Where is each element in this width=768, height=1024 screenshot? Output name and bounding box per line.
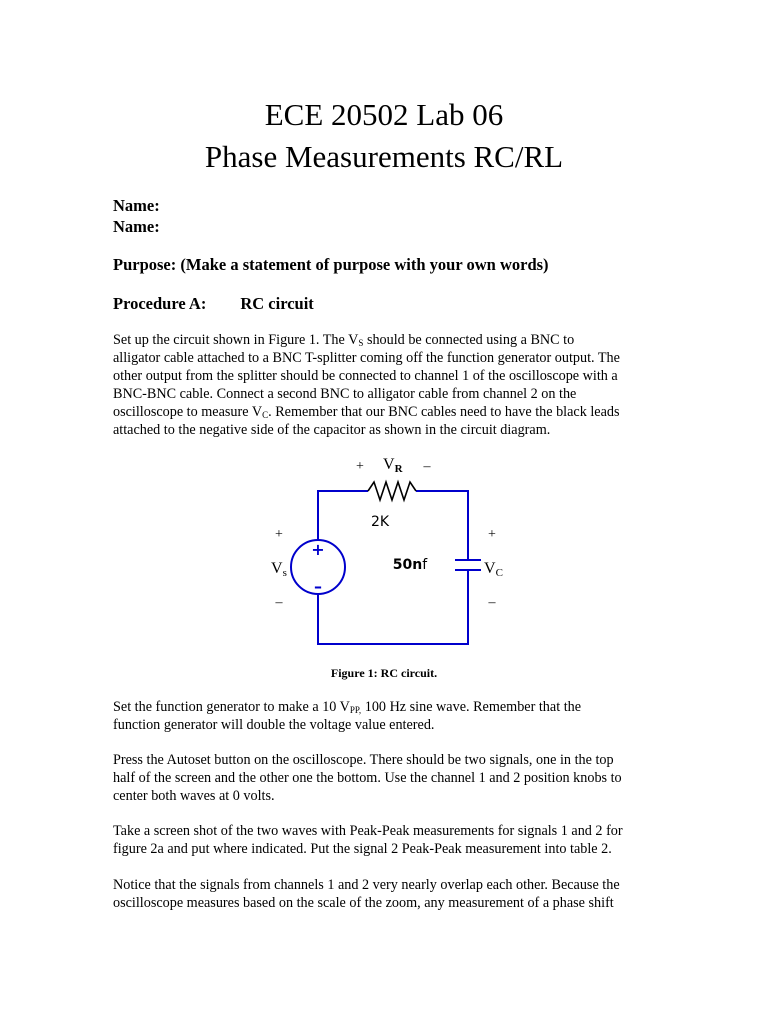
para1-row: BNC-BNC cable. Connect a second BNC to alligator cable from channel 2 on the bbox=[113, 386, 577, 402]
rc-circuit-diagram bbox=[250, 450, 520, 660]
doc-title-line1: ECE 20502 Lab 06 bbox=[264, 97, 504, 132]
paragraph-screenshot bbox=[113, 822, 673, 858]
source-plus-sign: + bbox=[311, 540, 325, 559]
para4-row: figure 2a and put where indicated. Put the signal 2 Peak-Peak measurement into table 2. bbox=[113, 841, 612, 857]
paragraph-function-generator bbox=[113, 698, 673, 734]
para3-row: Press the Autoset button on the oscilloscope. There should be two signals, one in the top bbox=[113, 752, 614, 768]
para2-row: Set the function generator to make a 10 $V_{PP,}$ 100 Hz sine wave. Remember that the bbox=[113, 699, 582, 715]
vs-minus-label: – bbox=[275, 595, 283, 610]
para1-row: other output from the splitter should be connected to channel 1 of the oscilloscope with a bbox=[113, 368, 618, 384]
para2-row: function generator will double the voltage value entered. bbox=[113, 717, 435, 733]
figure-caption: Figure 1: RC circuit. bbox=[330, 666, 438, 680]
vr-minus-label: – bbox=[423, 459, 431, 474]
para3-row: center both waves at 0 volts. bbox=[113, 788, 275, 804]
para1-row: Set up the circuit shown in Figure 1. The $V_S$ should be connected using a BNC to bbox=[113, 332, 575, 348]
vc-label: VC bbox=[484, 560, 503, 579]
paragraph-setup bbox=[113, 331, 673, 439]
purpose-heading: Purpose: (Make a statement of purpose with your own words) bbox=[113, 255, 549, 274]
para1-row: attached to the negative side of the capacitor as shown in the circuit diagram. bbox=[113, 422, 551, 438]
vr-plus-label: + bbox=[356, 459, 364, 474]
vs-plus-label: + bbox=[275, 527, 283, 542]
circuit-wire-top-left bbox=[318, 491, 368, 540]
para5-row: oscilloscope measures based on the scale of the zoom, any measurement of a phase shift bbox=[113, 895, 614, 911]
paragraph-autoset bbox=[113, 751, 673, 805]
resistor-value-label: 2K bbox=[370, 514, 390, 530]
para5-row: Notice that the signals from channels 1 and 2 very nearly overlap each other. Because the bbox=[113, 877, 620, 893]
para4-row: Take a screen shot of the two waves with Peak-Peak measurements for signals 1 and 2 for bbox=[113, 823, 623, 839]
circuit-wire-top-right bbox=[416, 491, 468, 560]
source-minus-sign: – bbox=[314, 577, 322, 596]
vc-plus-label: + bbox=[488, 527, 496, 542]
para3-row: half of the screen and the other one the bottom. Use the channel 1 and 2 position knobs to bbox=[113, 770, 622, 786]
procedure-label: Procedure A: bbox=[113, 294, 207, 313]
procedure-name: RC circuit bbox=[240, 294, 314, 313]
para1-row: alligator cable attached to a BNC T-splitter coming off the function generator output. The bbox=[113, 350, 620, 366]
paragraph-overlap bbox=[113, 876, 673, 912]
procedure-heading bbox=[113, 294, 314, 314]
name-field-1: Name: bbox=[113, 196, 160, 215]
resistor-symbol bbox=[368, 482, 416, 500]
para1-row: oscilloscope to measure $V_C$. Remember that our BNC cables need to have the black leads bbox=[113, 404, 620, 420]
vr-label: VR bbox=[383, 456, 403, 475]
vs-label: Vs bbox=[271, 560, 287, 579]
doc-title-line2: Phase Measurements RC/RL bbox=[204, 139, 564, 174]
capacitor-value-label: 50nf bbox=[392, 557, 428, 573]
name-field-2: Name: bbox=[113, 217, 160, 236]
vc-minus-label: – bbox=[488, 595, 496, 610]
circuit-wire-bottom bbox=[318, 577, 468, 644]
